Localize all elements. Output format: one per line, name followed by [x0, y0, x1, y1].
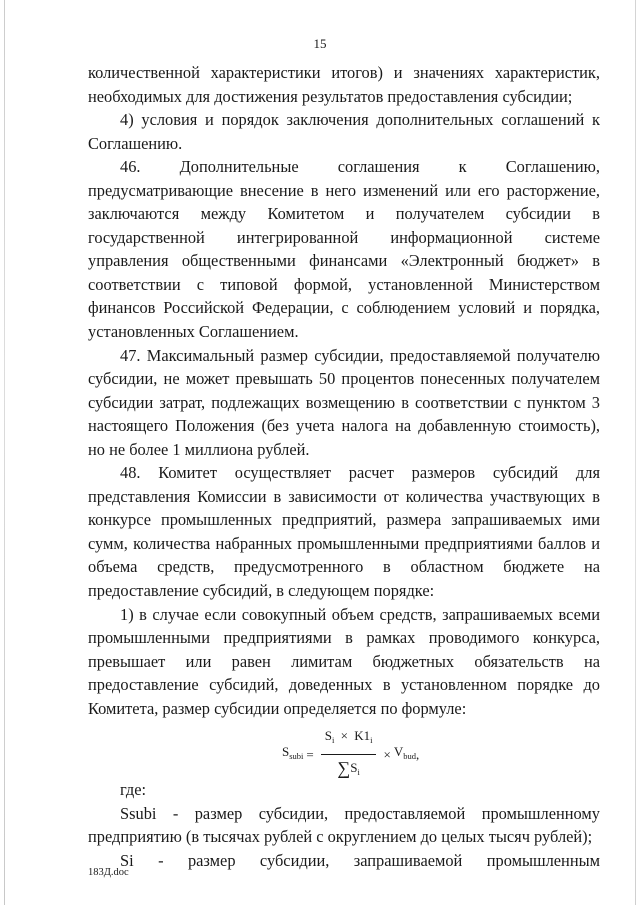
- formula-numerator: $S_i \times K1_i$: [321, 724, 377, 755]
- paragraph-ssubi-definition: Ssubi - размер субсидии, предоставляемой промышленному предприятию (в тысячах рублей с округлением до целых тысяч рублей);: [88, 803, 600, 847]
- footer-filename: 183Д.doc: [88, 867, 129, 878]
- paragraph-item-4: 4) условия и порядок заключения дополнительных соглашений к Соглашению.: [88, 110, 600, 153]
- scan-edge-left: [4, 0, 5, 905]
- paragraph-where: где:: [120, 780, 147, 800]
- paragraph-46: 46. Дополнительные соглашения к Соглашению, предусматривающие внесение в него изменений или его расторжение, заключаются между Комитетом и получателем субсидии в государственной интегрированной информационной системе управления общественными финансами «Электронный бюджет» в соответствии с типовой формой, установленной Министерством финансов Российской Федерации, с соблюдением условий и порядка, установленных Соглашением.: [88, 157, 600, 342]
- paragraph-continuation: количественной характеристики итогов) и значениях характеристик, необходимых для достижения результатов предоставления субсидии;: [88, 63, 600, 106]
- page-number: 15: [313, 36, 327, 51]
- paragraph-si-definition: Si - размер субсидии, запрашиваемой промышленным: [120, 850, 600, 870]
- formula-equals: =: [306, 746, 314, 762]
- formula-v: $V_{bud}$: [393, 744, 416, 762]
- scan-edge-right: [635, 0, 636, 905]
- formula-times: ×: [383, 746, 391, 762]
- paragraph-48-item-1: 1) в случае если совокупный объем средств, запрашиваемых всеми промышленными предприятиями в рамках проводимого конкурса, превышает или равен лимитам бюджетных обязательств на предоставление субсидий, доведенных в установленном порядке до Комитета, размер субсидии определяется по формуле:: [88, 604, 600, 718]
- formula-lhs: $S_{subi}$: [282, 744, 304, 762]
- formula-fraction: [321, 724, 377, 784]
- paragraph-48: 48. Комитет осуществляет расчет размеров субсидий для представления Комиссии в зависимости от количества участвующих в конкурсе промышленных предприятий, размера запрашиваемых ими сумм, количества набранных промышленными предприятиями баллов и объема средств, предусмотренного в областном бюджете на предоставление субсидий, в следующем порядке:: [88, 463, 600, 601]
- formula-comma: ,: [415, 746, 420, 762]
- subsidy-formula: [88, 720, 600, 778]
- formula-denominator: $\sum S_i$: [337, 757, 360, 778]
- paragraph-47: 47. Максимальный размер субсидии, предоставляемой получателю субсидии, не может превышать 50 процентов понесенных получателем субсидии затрат, подлежащих возмещению в соответствии с пунктом 3 настоящего Положения (без учета налога на добавленную стоимость), но не более 1 миллиона рублей.: [88, 345, 600, 459]
- body-text: [88, 61, 600, 873]
